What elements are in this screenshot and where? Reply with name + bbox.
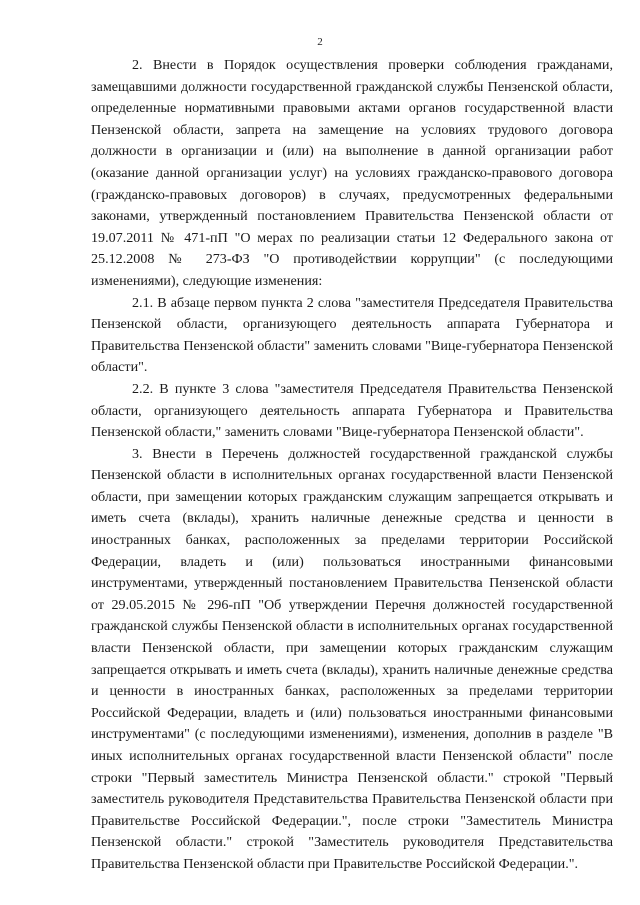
- paragraph-2-2: 2.2. В пункте 3 слова "заместителя Председателя Правительства Пензенской области, организующего деятельность аппарата Губернатора и Правительства Пензенской области," заменить словами "Вице-губернатора Пензенской области".: [91, 380, 613, 441]
- paragraph-2: 2. Внести в Порядок осуществления проверки соблюдения гражданами, замещавшими должности государственной гражданской службы Пензенской области, определенные нормативными правовыми актами органов государственной власти Пензенской области, запрета на замещение на условиях трудового договора должности в организации и (или) на выполнение в данной организации работ (оказание данной организации услуг) на условиях гражданско-правового договора (гражданско-правовых договоров) в случаях, предусмотренных федеральными законами, утвержденный постановлением Правительства Пензенской области от 19.07.2011 № 471-пП "О мерах по реализации статьи 12 Федерального закона от 25.12.2008 № 273-ФЗ "О противодействии коррупции" (с последующими изменениями), следующие изменения:: [91, 57, 613, 289]
- page-number: 2: [317, 36, 323, 48]
- paragraph-2-1: 2.1. В абзаце первом пункта 2 слова "заместителя Председателя Правительства Пензенской области, организующего деятельность аппарата Губернатора и Правительства Пензенской области" заменить словами "Вице-губернатора Пензенской области".: [91, 294, 613, 376]
- paragraph-3: 3. Внести в Перечень должностей государственной гражданской службы Пензенской области в исполнительных органах государственной власти Пензенской области, при замещении которых гражданским служащим запрещается открывать и иметь счета (вклады), хранить наличные денежные средства и ценности в иностранных банках, расположенных за пределами территории Российской Федерации, владеть и (или) пользоваться иностранными финансовыми инструментами, утвержденный постановлением Правительства Пензенской области от 29.05.2015 № 296-пП "Об утверждении Перечня должностей государственной гражданской службы Пензенской области в исполнительных органах государственной власти Пензенской области, при замещении которых гражданским служащим запрещается открывать и иметь счета (вклады), хранить наличные денежные средства и ценности в иностранных банках, расположенных за пределами территории Российской Федерации, владеть и (или) пользоваться иностранными финансовыми инструментами" (с последующими изменениями), изменения, дополнив в разделе "В иных исполнительных органах государственной власти Пензенской области" после строки "Первый заместитель Министра Пензенской области." строкой "Первый заместитель руководителя Представительства Правительства Пензенской области при Правительстве Российской Федерации.", после строки "Заместитель Министра Пензенской области." строкой "Заместитель руководителя Представительства Правительства Пензенской области при Правительстве Российской Федерации.".: [91, 445, 613, 872]
- document-body: [91, 55, 613, 876]
